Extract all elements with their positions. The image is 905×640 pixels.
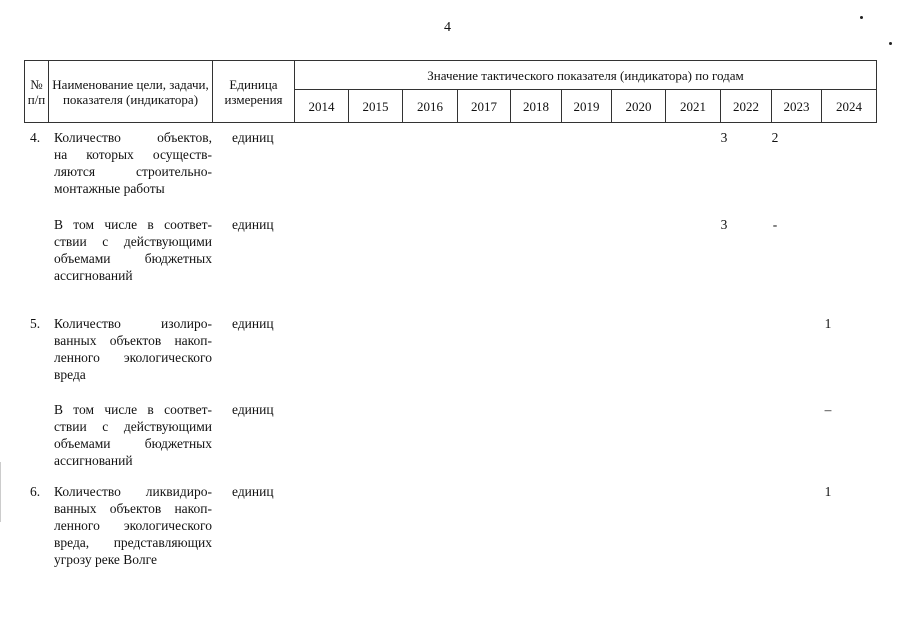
- indicator-name: [54, 315, 212, 383]
- row-number: 6.: [30, 484, 41, 499]
- row-number: 4.: [30, 130, 41, 145]
- indicator-name-line: ляются строительно-: [54, 164, 212, 179]
- scan-edge-mark: [0, 462, 1, 522]
- indicator-name-line: объемами бюджетных: [54, 251, 212, 266]
- indicator-table-header: [24, 60, 877, 123]
- page-number: 4: [444, 20, 451, 35]
- header-year: 2014: [295, 90, 349, 123]
- header-year: 2021: [666, 90, 721, 123]
- indicator-value-2024: 1: [824, 316, 832, 331]
- indicator-name: [54, 483, 212, 568]
- header-name: Наименование цели, задачи, показателя (индикатора): [49, 61, 213, 123]
- indicator-unit: единиц: [232, 217, 274, 232]
- indicator-name: [54, 129, 212, 197]
- indicator-value-2023: 2: [771, 130, 779, 145]
- header-year: 2020: [612, 90, 666, 123]
- header-num: № п/п: [25, 61, 49, 123]
- indicator-name-line: В том числе в соответ-: [54, 217, 212, 232]
- indicator-name: [54, 401, 212, 469]
- indicator-unit: единиц: [232, 130, 274, 145]
- header-year: 2017: [458, 90, 511, 123]
- header-year: 2024: [822, 90, 877, 123]
- header-year: 2016: [403, 90, 458, 123]
- indicator-value-2022: 3: [720, 130, 728, 145]
- indicator-name: [54, 216, 212, 284]
- header-year: 2022: [721, 90, 772, 123]
- indicator-name-line: Количество ликвидиро-: [54, 484, 212, 499]
- indicator-name-line: Количество изолиро-: [54, 316, 212, 331]
- indicator-name-line: ассигнований: [54, 453, 133, 468]
- indicator-value-2023: -: [772, 217, 778, 232]
- indicator-name-line: монтажные работы: [54, 181, 165, 196]
- indicator-value-2024: 1: [824, 484, 832, 499]
- indicator-name-line: В том числе в соответ-: [54, 402, 212, 417]
- header-year: 2023: [772, 90, 822, 123]
- indicator-value-2022: 3: [720, 217, 728, 232]
- indicator-unit: единиц: [232, 484, 274, 499]
- header-year: 2019: [562, 90, 612, 123]
- header-year: 2018: [511, 90, 562, 123]
- indicator-name-line: ленного экологического: [54, 350, 212, 365]
- indicator-name-line: ассигнований: [54, 268, 133, 283]
- indicator-name-line: угрозу реке Волге: [54, 552, 157, 567]
- indicator-name-line: ванных объектов накоп-: [54, 501, 212, 516]
- indicator-name-line: ствии с действующими: [54, 234, 212, 249]
- indicator-name-line: вреда, представляющих: [54, 535, 212, 550]
- indicator-unit: единиц: [232, 402, 274, 417]
- indicator-name-line: вреда: [54, 367, 86, 382]
- indicator-unit: единиц: [232, 316, 274, 331]
- header-values-group: Значение тактического показателя (индикатора) по годам: [295, 61, 877, 90]
- indicator-name-line: ствии с действующими: [54, 419, 212, 434]
- indicator-value-2024: –: [824, 402, 832, 417]
- indicator-name-line: на которых осуществ-: [54, 147, 212, 162]
- indicator-name-line: Количество объектов,: [54, 130, 212, 145]
- row-number: 5.: [30, 316, 41, 331]
- header-unit: Единица измерения: [213, 61, 295, 123]
- indicator-name-line: объемами бюджетных: [54, 436, 212, 451]
- scan-dot: [889, 42, 892, 45]
- indicator-name-line: ванных объектов накоп-: [54, 333, 212, 348]
- scan-dot: [860, 16, 863, 19]
- header-year: 2015: [349, 90, 403, 123]
- indicator-name-line: ленного экологического: [54, 518, 212, 533]
